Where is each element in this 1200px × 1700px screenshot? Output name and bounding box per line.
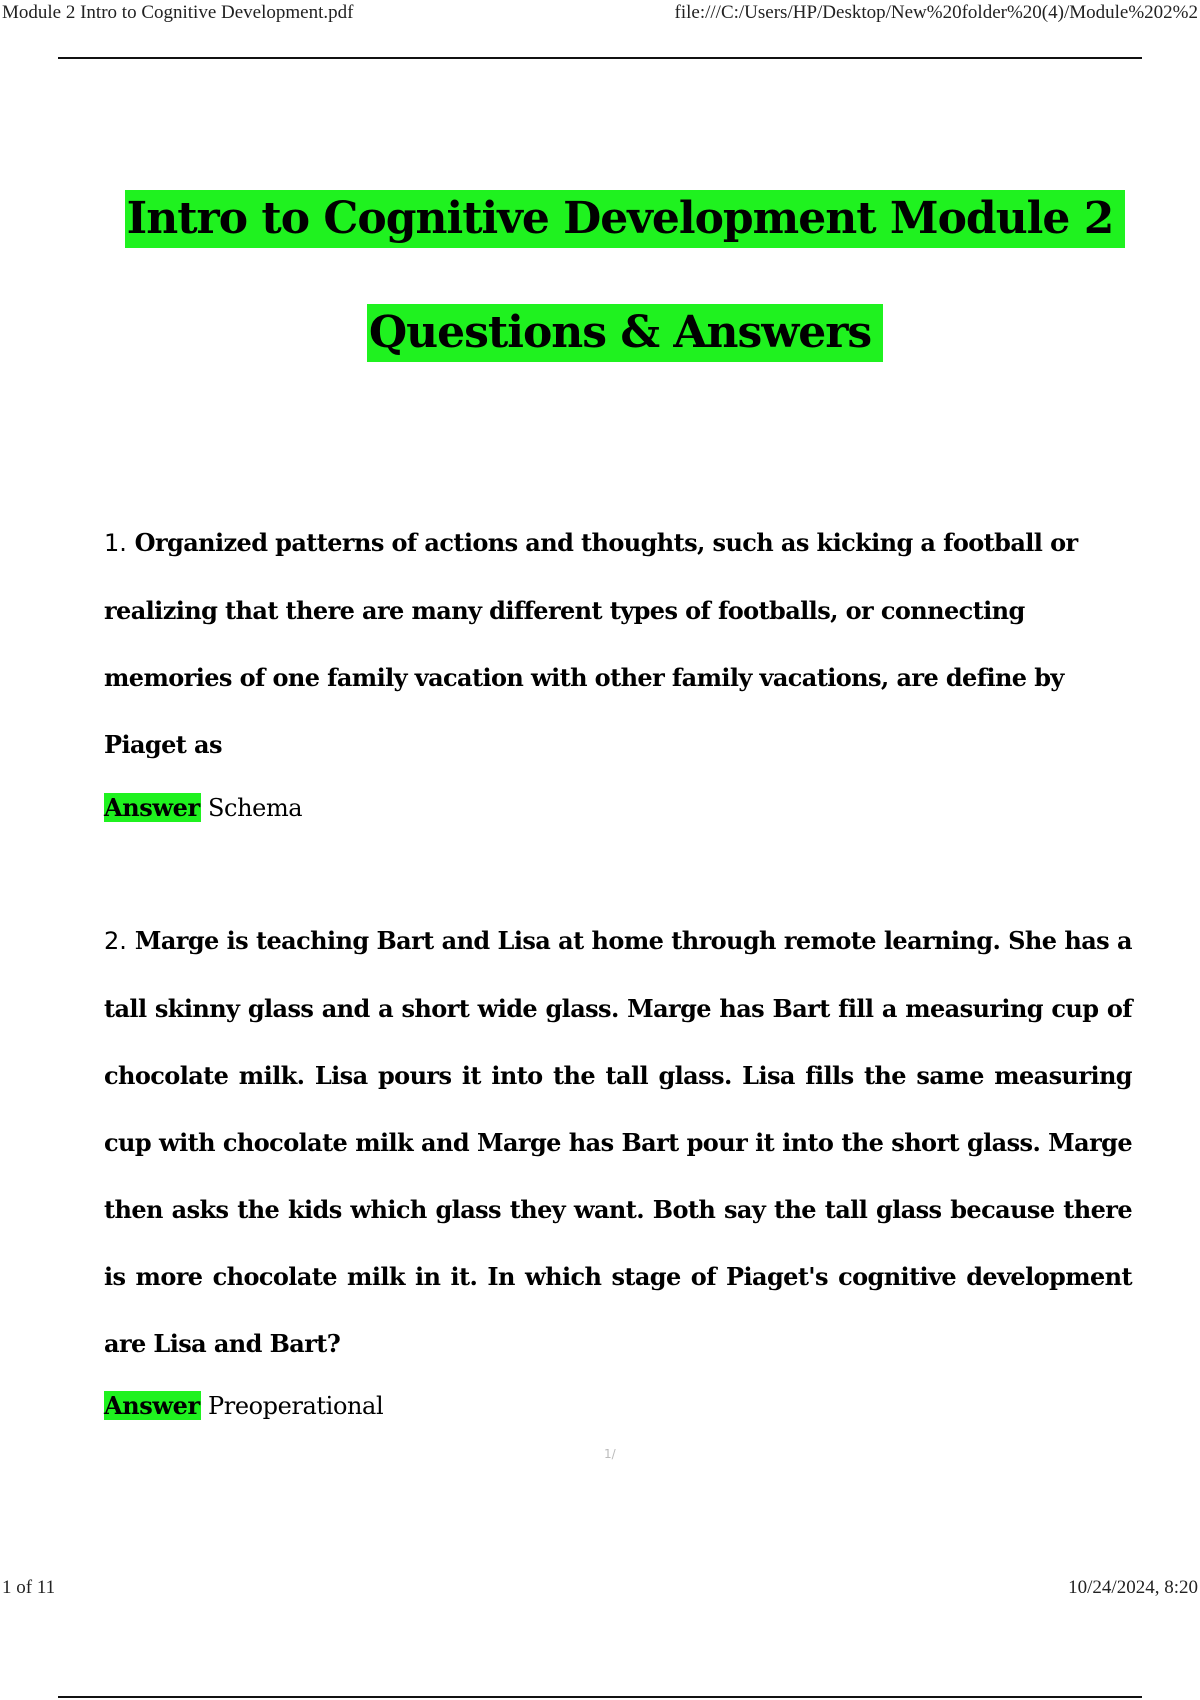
- answer-label: Answer: [104, 793, 200, 822]
- answer-1: [104, 791, 302, 825]
- question-number: 1.: [104, 529, 127, 557]
- header-divider: [58, 57, 1142, 59]
- document-title: [0, 190, 1200, 362]
- answer-label: Answer: [104, 1391, 200, 1420]
- question-number: 2.: [104, 927, 127, 955]
- question-1: [104, 509, 1132, 778]
- print-footer-datetime: 10/24/2024, 8:20: [1068, 1577, 1198, 1598]
- answer-2: [104, 1389, 383, 1423]
- footer-divider: [58, 1696, 1142, 1698]
- answer-text: Schema: [208, 794, 303, 822]
- print-footer-page-count: 1 of 11: [2, 1577, 56, 1598]
- answer-text: Preoperational: [208, 1392, 384, 1420]
- title-line-1: Intro to Cognitive Development Module 2: [125, 190, 1126, 248]
- print-header-doc-name: Module 2 Intro to Cognitive Development.pdf: [2, 2, 354, 23]
- print-header-file-url: file:///C:/Users/HP/Desktop/New%20folder%20(4)/Module%202%2: [674, 2, 1198, 23]
- title-line-2: Questions & Answers: [367, 304, 883, 362]
- question-2: [104, 907, 1132, 1377]
- question-text: Organized patterns of actions and thoughts, such as kicking a football or realizing that there are many different types of footballs, or connecting memories of one family vacation with other family vacations, are define by Piaget as: [104, 528, 1078, 759]
- question-text: Marge is teaching Bart and Lisa at home through remote learning. She has a tall skinny glass and a short wide glass. Marge has Bart fill a measuring cup of chocolate milk. Lisa pours it into the tall glass. Lisa fills the same measuring cup with chocolate milk and Marge has Bart pour it into the short glass. Marge then asks the kids which glass they want. Both say the tall glass because there is more chocolate milk in it. In which stage of Piaget's cognitive development are Lisa and Bart?: [104, 926, 1132, 1358]
- page-number-mark: 1/: [604, 1447, 616, 1461]
